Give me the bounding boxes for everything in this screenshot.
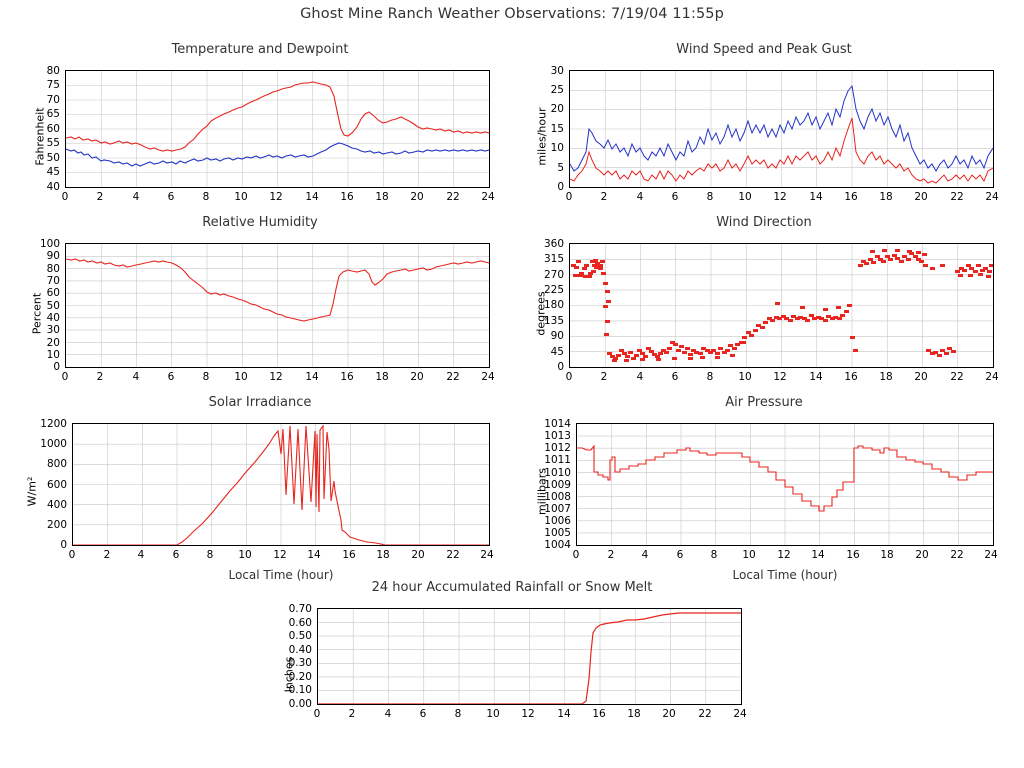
ytick-pressure-7: 1007: [544, 503, 571, 515]
ytick-temperature-2: 70: [46, 94, 60, 106]
xtick-wind-speed-6: 12: [773, 191, 787, 203]
xtick-pressure-7: 14: [811, 549, 825, 561]
xtick-temperature-4: 8: [202, 191, 210, 203]
xtick-wd-9: 18: [879, 371, 893, 383]
xtick-rh-3: 6: [167, 371, 175, 383]
xtick-temperature-10: 20: [410, 191, 424, 203]
xtick-solar-4: 8: [206, 549, 214, 561]
axis-label-temperature-y: Fahrenheit: [33, 107, 47, 166]
plot-area-solar-irradiance: [72, 423, 490, 546]
plot-area-temperature: [65, 70, 490, 188]
ytick-rh-5: 50: [46, 300, 60, 312]
ytick-solar-3: 600: [46, 479, 67, 491]
ytick-temperature-6: 50: [46, 152, 60, 164]
ytick-pressure-5: 1009: [544, 479, 571, 491]
ytick-pressure-6: 1008: [544, 491, 571, 503]
ytick-wind-speed-3: 15: [550, 123, 564, 135]
ytick-temperature-3: 65: [46, 108, 60, 120]
axis-label-air-pressure-y: millibars: [535, 468, 549, 515]
xtick-wind-speed-10: 20: [914, 191, 928, 203]
panel-solar-irradiance: [20, 395, 500, 585]
ytick-temperature-0: 80: [46, 65, 60, 77]
xtick-wind-speed-8: 16: [844, 191, 858, 203]
xtick-wind-speed-4: 8: [706, 191, 714, 203]
ytick-solar-6: 0: [60, 539, 67, 551]
ytick-rain-5: 0.20: [288, 671, 312, 683]
chart-title-relative-humidity: Relative Humidity: [202, 215, 318, 230]
xtick-solar-7: 14: [307, 549, 321, 561]
xtick-temperature-7: 14: [305, 191, 319, 203]
plot-area-air-pressure: [576, 423, 994, 546]
ytick-rain-7: 0.00: [288, 698, 312, 710]
xtick-rh-9: 18: [375, 371, 389, 383]
xtick-pressure-5: 10: [742, 549, 756, 561]
axis-label-relative-humidity-y: Percent: [30, 292, 44, 335]
ytick-rain-3: 0.40: [288, 644, 312, 656]
ytick-solar-1: 1000: [40, 438, 67, 450]
xtick-wind-speed-0: 0: [565, 191, 573, 203]
ytick-rain-4: 0.30: [288, 657, 312, 669]
ytick-solar-5: 200: [46, 519, 67, 531]
ytick-wd-0: 360: [543, 238, 564, 250]
xtick-pressure-0: 0: [572, 549, 580, 561]
xtick-rh-0: 0: [61, 371, 69, 383]
xtick-wind-speed-9: 18: [879, 191, 893, 203]
xtick-wind-speed-2: 4: [636, 191, 644, 203]
plot-area-relative-humidity: [65, 243, 490, 368]
ytick-pressure-3: 1011: [544, 454, 571, 466]
xtick-rain-1: 2: [348, 708, 356, 720]
ytick-rh-10: 0: [53, 361, 60, 373]
ytick-wd-4: 180: [543, 299, 564, 311]
xtick-temperature-11: 22: [446, 191, 460, 203]
chart-title-air-pressure: Air Pressure: [725, 395, 803, 410]
ytick-rh-2: 80: [46, 263, 60, 275]
xtick-pressure-10: 20: [915, 549, 929, 561]
ytick-pressure-10: 1004: [544, 539, 571, 551]
ytick-wd-3: 225: [543, 284, 564, 296]
ytick-rh-0: 100: [39, 238, 60, 250]
ytick-pressure-9: 1005: [544, 527, 571, 539]
xtick-rain-3: 6: [419, 708, 427, 720]
chart-title-solar-irradiance: Solar Irradiance: [208, 395, 312, 410]
xtick-rh-7: 14: [305, 371, 319, 383]
xtick-wind-speed-1: 2: [600, 191, 608, 203]
ytick-wd-7: 45: [550, 346, 564, 358]
xtick-rain-9: 18: [627, 708, 641, 720]
xtick-wd-2: 4: [636, 371, 644, 383]
xtick-pressure-1: 2: [607, 549, 615, 561]
ytick-wd-5: 135: [543, 315, 564, 327]
axis-label-air-pressure-x: Local Time (hour): [732, 568, 838, 582]
ytick-rh-9: 10: [46, 349, 60, 361]
ytick-wd-1: 315: [543, 253, 564, 265]
xtick-rh-10: 20: [410, 371, 424, 383]
ytick-temperature-7: 45: [46, 166, 60, 178]
plot-area-wind-direction: [569, 243, 994, 368]
xtick-rain-11: 22: [698, 708, 712, 720]
xtick-rh-12: 24: [481, 371, 495, 383]
ytick-wind-speed-1: 25: [550, 84, 564, 96]
xtick-wind-speed-11: 22: [950, 191, 964, 203]
xtick-pressure-3: 6: [676, 549, 684, 561]
ytick-rh-1: 90: [46, 250, 60, 262]
xtick-temperature-5: 10: [234, 191, 248, 203]
ytick-pressure-4: 1010: [544, 467, 571, 479]
xtick-rain-12: 24: [733, 708, 747, 720]
xtick-pressure-6: 12: [777, 549, 791, 561]
xtick-wind-speed-5: 10: [738, 191, 752, 203]
ytick-wd-2: 270: [543, 269, 564, 281]
xtick-wd-4: 8: [706, 371, 714, 383]
chart-title-rainfall: 24 hour Accumulated Rainfall or Snow Melt: [371, 580, 653, 595]
ytick-solar-2: 800: [46, 458, 67, 470]
xtick-solar-0: 0: [68, 549, 76, 561]
xtick-wd-5: 10: [738, 371, 752, 383]
xtick-rain-10: 20: [662, 708, 676, 720]
xtick-solar-11: 22: [446, 549, 460, 561]
xtick-wd-11: 22: [950, 371, 964, 383]
ytick-temperature-4: 60: [46, 123, 60, 135]
ytick-rh-4: 60: [46, 287, 60, 299]
ytick-pressure-8: 1006: [544, 515, 571, 527]
chart-title-wind-speed: Wind Speed and Peak Gust: [676, 42, 852, 57]
xtick-rain-7: 14: [557, 708, 571, 720]
axis-label-rainfall-y: Inches: [282, 656, 296, 693]
ytick-rh-7: 30: [46, 324, 60, 336]
xtick-pressure-8: 16: [846, 549, 860, 561]
xtick-rh-1: 2: [96, 371, 104, 383]
ytick-rh-3: 70: [46, 275, 60, 287]
panel-wind-direction: [524, 215, 1004, 383]
ytick-wind-speed-5: 5: [557, 162, 564, 174]
xtick-temperature-12: 24: [481, 191, 495, 203]
xtick-rh-8: 16: [340, 371, 354, 383]
xtick-solar-3: 6: [172, 549, 180, 561]
xtick-rh-5: 10: [234, 371, 248, 383]
xtick-solar-6: 12: [273, 549, 287, 561]
ytick-rain-6: 0.10: [288, 684, 312, 696]
xtick-wd-10: 20: [914, 371, 928, 383]
plot-area-wind-speed: [569, 70, 994, 188]
xtick-solar-9: 18: [376, 549, 390, 561]
ytick-wind-speed-4: 10: [550, 142, 564, 154]
ytick-wd-8: 0: [557, 361, 564, 373]
xtick-solar-5: 10: [238, 549, 252, 561]
ytick-pressure-0: 1014: [544, 418, 571, 430]
xtick-pressure-9: 18: [880, 549, 894, 561]
xtick-wd-12: 24: [985, 371, 999, 383]
ytick-solar-4: 400: [46, 499, 67, 511]
xtick-wd-3: 6: [671, 371, 679, 383]
ytick-pressure-1: 1013: [544, 430, 571, 442]
xtick-rh-6: 12: [269, 371, 283, 383]
xtick-wind-speed-12: 24: [985, 191, 999, 203]
xtick-wd-8: 16: [844, 371, 858, 383]
xtick-solar-12: 24: [480, 549, 494, 561]
axis-label-solar-irradiance-y: W/m²: [25, 476, 39, 507]
panel-wind-speed: [524, 42, 1004, 202]
ytick-wd-6: 90: [550, 330, 564, 342]
xtick-rain-2: 4: [384, 708, 392, 720]
axis-label-wind-speed-y: miles/hour: [535, 107, 549, 166]
xtick-solar-8: 16: [342, 549, 356, 561]
panel-temperature: [20, 42, 500, 202]
xtick-temperature-0: 0: [61, 191, 69, 203]
xtick-temperature-3: 6: [167, 191, 175, 203]
ytick-temperature-5: 55: [46, 137, 60, 149]
xtick-pressure-4: 8: [710, 549, 718, 561]
xtick-pressure-11: 22: [950, 549, 964, 561]
chart-title-temperature: Temperature and Dewpoint: [171, 42, 349, 57]
xtick-rh-4: 8: [202, 371, 210, 383]
xtick-temperature-1: 2: [96, 191, 104, 203]
xtick-wind-speed-7: 14: [809, 191, 823, 203]
panel-air-pressure: [524, 395, 1004, 585]
xtick-rain-0: 0: [313, 708, 321, 720]
xtick-solar-10: 20: [411, 549, 425, 561]
xtick-wd-7: 14: [809, 371, 823, 383]
xtick-temperature-6: 12: [269, 191, 283, 203]
ytick-rh-8: 20: [46, 337, 60, 349]
xtick-pressure-2: 4: [641, 549, 649, 561]
xtick-rain-4: 8: [454, 708, 462, 720]
xtick-temperature-9: 18: [375, 191, 389, 203]
ytick-rh-6: 40: [46, 312, 60, 324]
ytick-pressure-2: 1012: [544, 442, 571, 454]
chart-title-wind-direction: Wind Direction: [716, 215, 812, 230]
panel-relative-humidity: [20, 215, 500, 383]
xtick-temperature-2: 4: [132, 191, 140, 203]
panel-rainfall: [272, 580, 752, 750]
xtick-temperature-8: 16: [340, 191, 354, 203]
ytick-solar-0: 1200: [40, 418, 67, 430]
xtick-pressure-12: 24: [984, 549, 998, 561]
ytick-rain-1: 0.60: [288, 617, 312, 629]
plot-area-rainfall: [317, 608, 742, 705]
xtick-solar-1: 2: [103, 549, 111, 561]
xtick-rh-11: 22: [446, 371, 460, 383]
ytick-temperature-1: 75: [46, 79, 60, 91]
xtick-wd-1: 2: [600, 371, 608, 383]
ytick-wind-speed-0: 30: [550, 65, 564, 77]
axis-label-solar-irradiance-x: Local Time (hour): [228, 568, 334, 582]
xtick-rain-5: 10: [486, 708, 500, 720]
xtick-rh-2: 4: [132, 371, 140, 383]
page-title: Ghost Mine Ranch Weather Observations: 7/19/04 11:55p: [300, 6, 724, 22]
xtick-wd-0: 0: [565, 371, 573, 383]
xtick-wind-speed-3: 6: [671, 191, 679, 203]
xtick-rain-8: 16: [592, 708, 606, 720]
xtick-solar-2: 4: [137, 549, 145, 561]
ytick-temperature-8: 40: [46, 181, 60, 193]
xtick-wd-6: 12: [773, 371, 787, 383]
xtick-rain-6: 12: [521, 708, 535, 720]
ytick-wind-speed-6: 0: [557, 181, 564, 193]
ytick-rain-0: 0.70: [288, 603, 312, 615]
ytick-rain-2: 0.50: [288, 630, 312, 642]
axis-label-wind-direction-y: degrees: [534, 291, 548, 336]
ytick-wind-speed-2: 20: [550, 103, 564, 115]
